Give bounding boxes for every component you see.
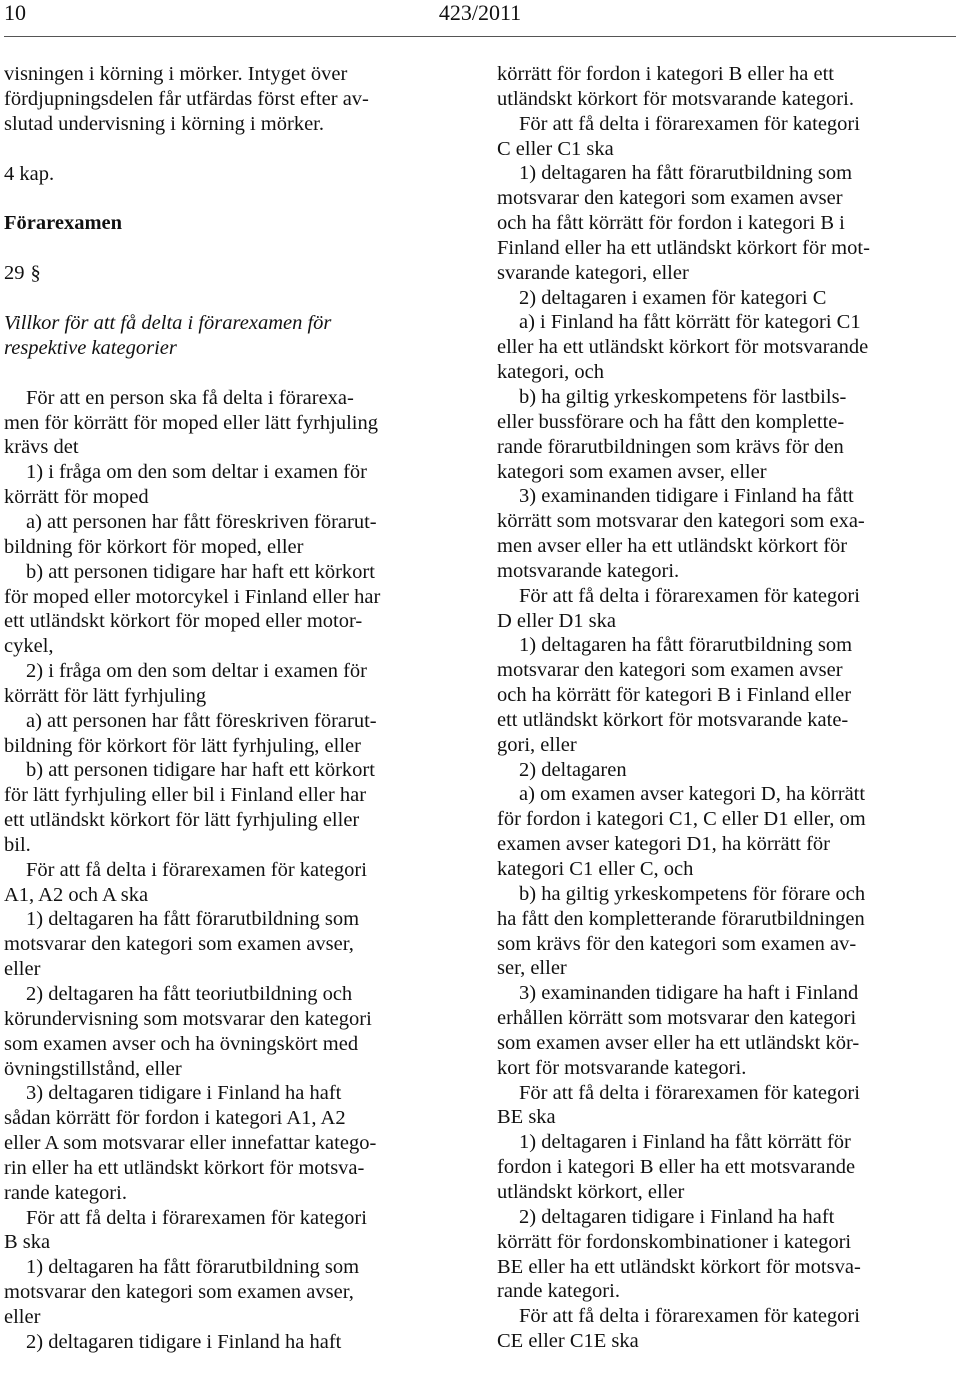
text-line: körrätt för fordon i kategori B eller ha ett xyxy=(497,63,834,85)
text-line: eller bussförare och ha fått den komplette- xyxy=(497,410,845,433)
text-line: och ha körrätt för kategori B i Finland eller xyxy=(497,684,852,707)
text-line: krävs det xyxy=(4,436,79,459)
text-line: ha fått den kompletterande förarutbildningen xyxy=(497,907,865,930)
text-line: a) att personen har fått föreskriven förarut- xyxy=(26,709,377,732)
text-line: 2) deltagaren i examen för kategori C xyxy=(519,286,827,309)
text-line: svarande kategori, eller xyxy=(497,261,689,284)
text-line: BE eller ha ett utländskt körkort för motsva- xyxy=(497,1255,861,1278)
document-reference: 423/2011 xyxy=(438,0,522,25)
text-line: kategori C1 eller C, och xyxy=(497,858,694,880)
text-line: b) ha giltig yrkeskompetens för förare och xyxy=(519,882,866,905)
text-line: 1) deltagaren ha fått förarutbildning som xyxy=(26,908,360,931)
text-line: eller A som motsvarar eller innefattar katego- xyxy=(4,1132,377,1155)
text-line: 2) i fråga om den som deltar i examen för xyxy=(26,660,367,683)
text-line: ser, eller xyxy=(497,957,567,980)
spacer xyxy=(4,236,460,261)
text-line: 3) examinanden tidigare ha haft i Finland xyxy=(519,982,859,1005)
text-line: körrätt som motsvarar den kategori som exa- xyxy=(497,510,865,533)
text-line: 2) deltagaren ha fått teoriutbildning och xyxy=(26,983,353,1005)
text-line: För att få delta i förarexamen för kategori xyxy=(26,1206,367,1229)
text-line: övningstillstånd, eller xyxy=(4,1057,182,1080)
text-line: För att en person ska få delta i förarexa- xyxy=(26,386,354,409)
text-line: ett utländskt körkort för moped eller motor- xyxy=(4,610,363,633)
text-line: a) i Finland ha fått körrätt för kategori C1 xyxy=(519,311,861,334)
text-line: körundervisning som motsvarar den kategori xyxy=(4,1007,372,1030)
section-title-line: respektive kategorier xyxy=(4,336,177,359)
text-line: 1) deltagaren ha fått förarutbildning som xyxy=(519,162,853,185)
text-line: eller ha ett utländskt körkort för motsvarande xyxy=(497,336,869,359)
text-line: för lätt fyrhjuling eller bil i Finland eller har xyxy=(4,784,367,807)
text-line: För att få delta i förarexamen för kategori xyxy=(519,584,860,607)
text-line: 2) deltagaren tidigare i Finland ha haft xyxy=(26,1330,342,1353)
section-number-value: 29 xyxy=(4,262,25,285)
text-line: rande kategori. xyxy=(497,1280,620,1303)
text-line: rande kategori. xyxy=(4,1181,127,1204)
text-line: a) om examen avser kategori D, ha körrätt xyxy=(519,783,866,806)
text-line: 1) deltagaren ha fått förarutbildning som xyxy=(519,634,853,657)
text-line: 1) deltagaren i Finland ha fått körrätt för xyxy=(519,1131,851,1154)
text-line: rin eller ha ett utländskt körkort för motsva- xyxy=(4,1156,365,1179)
section-number xyxy=(4,261,460,286)
text-line: men avser eller ha ett utländskt körkort för xyxy=(497,535,848,558)
text-line: motsvarar den kategori som examen avser xyxy=(497,187,843,210)
text-line: utländskt körkort, eller xyxy=(497,1180,685,1203)
text-line: examen avser kategori D1, ha körrätt för xyxy=(497,833,830,856)
text-line: D eller D1 ska xyxy=(497,609,616,632)
text-line: för fordon i kategori C1, C eller D1 eller, om xyxy=(497,808,866,831)
text-line: Finland eller ha ett utländskt körkort för mot- xyxy=(497,236,870,259)
text-line: gori, eller xyxy=(497,733,577,756)
text-line: slutad undervisning i körning i mörker. xyxy=(4,112,324,135)
text-line: bil. xyxy=(4,833,31,856)
text-line: körrätt för fordonskombinationer i kategori xyxy=(497,1230,852,1253)
text-line: motsvarar den kategori som examen avser xyxy=(497,659,843,682)
text-line: motsvarar den kategori som examen avser, xyxy=(4,1281,354,1304)
text-line: b) ha giltig yrkeskompetens för lastbils- xyxy=(519,385,847,408)
text-line: b) att personen tidigare har haft ett körkort xyxy=(26,759,375,782)
spacer xyxy=(4,361,460,386)
text-line: rande förarutbildningen som krävs för den xyxy=(497,435,844,458)
text-line: 1) i fråga om den som deltar i examen för xyxy=(26,461,367,484)
text-line: BE ska xyxy=(497,1106,556,1129)
spacer xyxy=(4,137,460,162)
text-line: körrätt för moped xyxy=(4,486,149,509)
text-line: CE eller C1E ska xyxy=(497,1330,639,1353)
text-line: För att få delta i förarexamen för kategori xyxy=(26,858,367,881)
text-line: C eller C1 ska xyxy=(497,137,614,160)
text-line: utländskt körkort för motsvarande kategori. xyxy=(497,87,854,110)
text-line: och ha fått körrätt för fordon i kategori B i xyxy=(497,212,845,235)
text-line: 3) deltagaren tidigare i Finland ha haft xyxy=(26,1082,342,1105)
chapter-heading: 4 kap. xyxy=(4,162,55,185)
text-line: bildning för körkort för moped, eller xyxy=(4,535,304,558)
text-line: a) att personen har fått föreskriven förarut- xyxy=(26,510,377,533)
text-line: erhållen körrätt som motsvarar den kategori xyxy=(497,1007,857,1030)
text-line: 2) deltagaren xyxy=(519,758,627,781)
text-line: cykel, xyxy=(4,635,54,658)
chapter-title: Förarexamen xyxy=(4,212,123,235)
text-line: ett utländskt körkort för lätt fyrhjuling eller xyxy=(4,809,360,832)
text-line: För att få delta i förarexamen för kategori xyxy=(519,1305,860,1328)
text-line: visningen i körning i mörker. Intyget över xyxy=(4,63,348,85)
text-line: kategori, och xyxy=(497,361,605,384)
text-line: 3) examinanden tidigare i Finland ha fått xyxy=(519,485,854,508)
text-line: som examen avser och ha övningskört med xyxy=(4,1032,359,1055)
text-line: men för körrätt för moped eller lätt fyrhjuling xyxy=(4,411,379,434)
text-line: kategori som examen avser, eller xyxy=(497,460,767,483)
section-title-line: Villkor för att få delta i förarexamen för xyxy=(4,312,332,335)
text-line: kort för motsvarande kategori. xyxy=(497,1056,747,1079)
text-line: motsvarande kategori. xyxy=(497,559,680,582)
text-line: som krävs för den kategori som examen av- xyxy=(497,932,857,955)
section-symbol: § xyxy=(30,262,41,285)
text-line: eller xyxy=(4,1305,41,1328)
spacer xyxy=(4,286,460,311)
text-line: körrätt för lätt fyrhjuling xyxy=(4,684,207,707)
text-line: som examen avser eller ha ett utländskt kör- xyxy=(497,1031,860,1054)
text-line: För att få delta i förarexamen för kategori xyxy=(519,112,860,135)
text-line: fördjupningsdelen får utfärdas först efter av- xyxy=(4,87,369,110)
header-rule xyxy=(4,36,956,37)
text-line: bildning för körkort för lätt fyrhjuling, eller xyxy=(4,734,361,757)
text-line: motsvarar den kategori som examen avser, xyxy=(4,933,354,956)
page-number: 10 xyxy=(4,0,26,25)
text-line: För att få delta i förarexamen för kategori xyxy=(519,1081,860,1104)
text-line: A1, A2 och A ska xyxy=(4,883,149,906)
text-line: för moped eller motorcykel i Finland eller har xyxy=(4,585,381,608)
text-line: eller xyxy=(4,958,41,981)
text-line: 2) deltagaren tidigare i Finland ha haft xyxy=(519,1205,835,1228)
text-line: fordon i kategori B eller ha ett motsvarande xyxy=(497,1156,856,1179)
text-line: 1) deltagaren ha fått förarutbildning som xyxy=(26,1256,360,1279)
spacer xyxy=(4,186,460,211)
text-line: ett utländskt körkort för motsvarande kate- xyxy=(497,708,849,731)
left-column xyxy=(4,62,460,1355)
text-line: b) att personen tidigare har haft ett körkort xyxy=(26,560,375,583)
text-line: B ska xyxy=(4,1231,51,1254)
text-line: sådan körrätt för fordon i kategori A1, A2 xyxy=(4,1107,346,1130)
right-column xyxy=(497,62,953,1354)
